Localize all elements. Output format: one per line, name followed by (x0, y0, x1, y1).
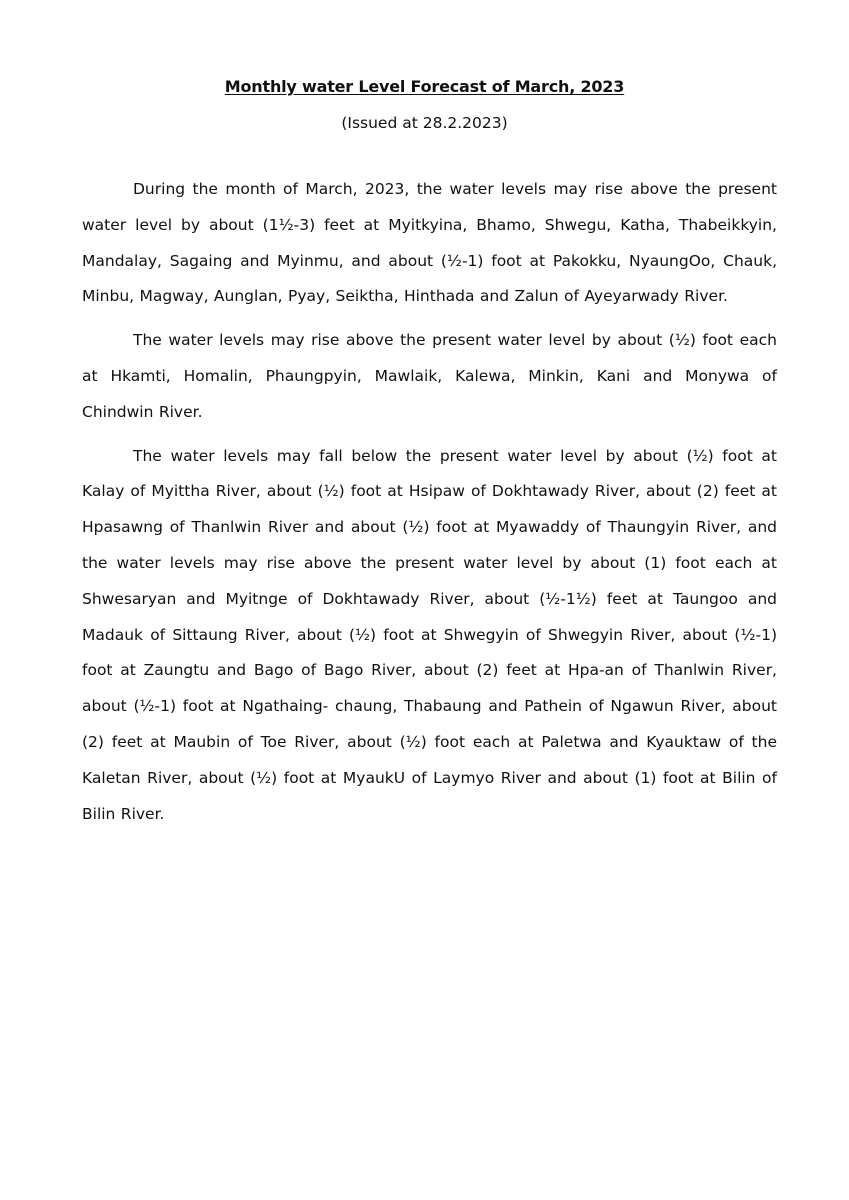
paragraph-ayeyarwady: During the month of March, 2023, the water levels may rise above the present water level by about (1½-3) feet at Myitkyina, Bhamo, Shwegu, Katha, Thabeikkyin, Mandalay, Sagaing and Myinmu, and about (½-1) foot at Pakokku, NyaungOo, Chauk, Minbu, Magway, Aunglan, Pyay, Seiktha, Hinthada and Zalun of Ayeyarwady River. (82, 180, 777, 306)
document-title: Monthly water Level Forecast of March, 2023 (224, 77, 625, 96)
document-body (82, 172, 777, 840)
paragraph-other-rivers: The water levels may fall below the present water level by about (½) foot at Kalay of Myittha River, about (½) foot at Hsipaw of Dokhtawady River, about (2) feet at Hpasawng of Thanlwin River and about (½) foot at Myawaddy of Thaungyin River, and the water levels may rise above the present water level by about (1) foot each at Shwesaryan and Myitnge of Dokhtawady River, about (½-1½) feet at Taungoo and Madauk of Sittaung River, about (½) foot at Shwegyin of Shwegyin River, about (½-1) foot at Zaungtu and Bago of Bago River, about (2) feet at Hpa-an of Thanlwin River, about (½-1) foot at Ngathaing- chaung, Thabaung and Pathein of Ngawun River, about (2) feet at Maubin of Toe River, about (½) foot each at Paletwa and Kyauktaw of the Kaletan River, about (½) foot at MyaukU of Laymyo River and about (1) foot at Bilin of Bilin River. (82, 446, 777, 823)
paragraph-chindwin: The water levels may rise above the present water level by about (½) foot each at Hkamti, Homalin, Phaungpyin, Mawlaik, Kalewa, Minkin, Kani and Monywa of Chindwin River. (82, 331, 777, 421)
issued-date: (Issued at 28.2.2023) (341, 114, 508, 132)
